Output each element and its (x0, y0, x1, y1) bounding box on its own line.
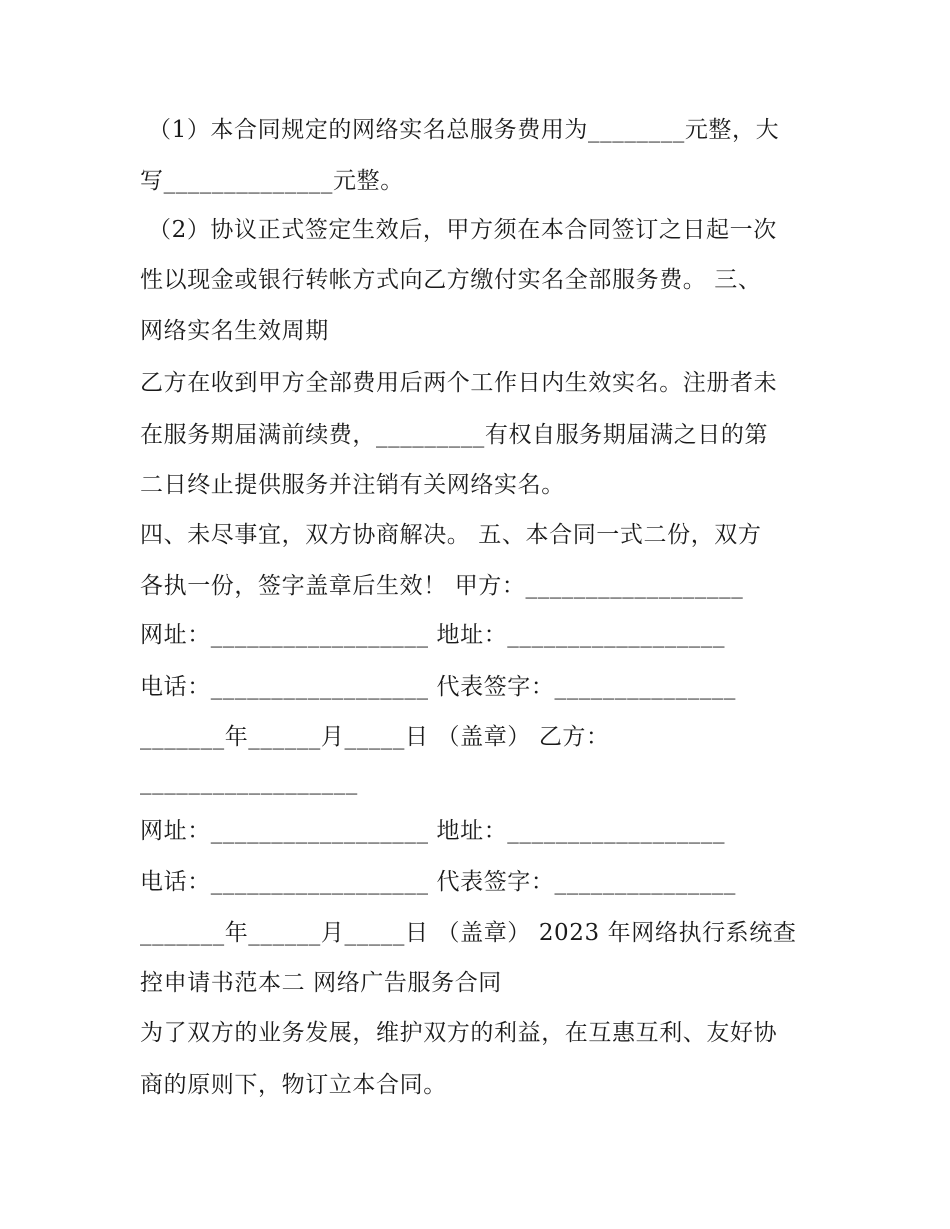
party-b-name-blank: __________________ (140, 769, 358, 795)
paragraph-line-6: 乙方在收到甲方全部费用后两个工作日内生效实名。注册者未 (140, 370, 778, 396)
party-a-date-seal: _______年______月_____日 （盖章） 乙方： (140, 724, 610, 750)
paragraph-line-3: （2）协议正式签定生效后，甲方须在本合同签订之日起一次 (148, 217, 777, 243)
paragraph-line-8: 二日终止提供服务并注销有关网络实名。 (140, 472, 565, 498)
paragraph-line-20: 商的原则下，物订立本合同。 (140, 1072, 447, 1098)
paragraph-line-19: 为了双方的业务发展，维护双方的利益，在互惠互利、友好协 (140, 1020, 778, 1046)
party-b-website-address: 网址：__________________ 地址：__________________ (140, 818, 726, 844)
template-title-line: 控申请书范本二 网络广告服务合同 (140, 970, 502, 996)
party-b-phone-signature: 电话：__________________ 代表签字：_______________ (140, 869, 737, 895)
paragraph-line-4: 性以现金或银行转帐方式向乙方缴付实名全部服务费。 三、 (140, 267, 762, 293)
party-a-phone-signature: 电话：__________________ 代表签字：_______________ (140, 674, 737, 700)
party-a-line: 各执一份，签字盖章后生效！ 甲方：__________________ (140, 573, 744, 599)
paragraph-line-9: 四、未尽事宜，双方协商解决。 五、本合同一式二份，双方 (140, 522, 762, 548)
paragraph-line-7: 在服务期届满前续费，_________有权自服务期届满之日的第 (140, 422, 769, 448)
party-a-website-address: 网址：__________________ 地址：__________________ (140, 622, 726, 648)
paragraph-line-1: （1）本合同规定的网络实名总服务费用为________元整，大 (148, 117, 780, 143)
section-heading-validity-period: 网络实名生效周期 (140, 318, 329, 344)
paragraph-line-2: 写______________元整。 (140, 168, 404, 194)
party-b-date-seal: _______年______月_____日 （盖章） 2023 年网络执行系统查 (140, 920, 797, 946)
